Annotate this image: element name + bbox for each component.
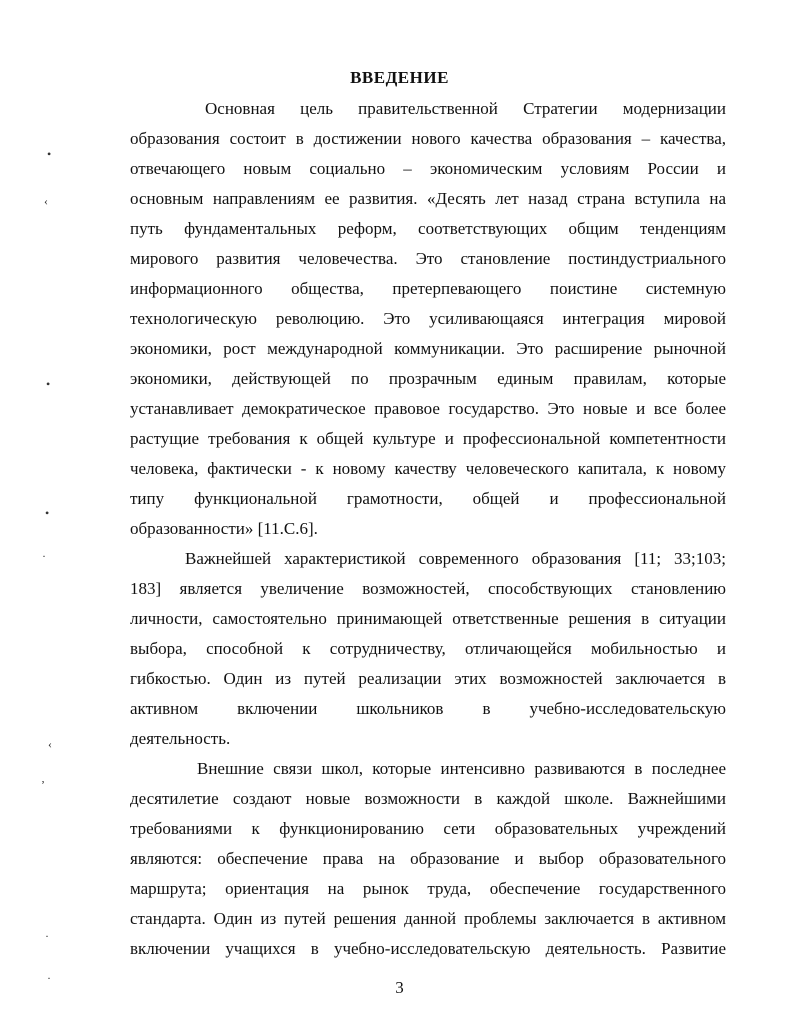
- text-line: растущие требования к общей культуре и профессиональной компетентности: [130, 429, 726, 448]
- page-number: 3: [395, 978, 404, 997]
- text-line: человека, фактически - к новому качеству человеческого капитала, к новому: [130, 459, 726, 478]
- text-line: являются: обеспечение права на образование и выбор образовательного: [130, 849, 726, 868]
- text-line: требованиями к функционированию сети образовательных учреждений: [130, 819, 726, 838]
- text-line: экономики, рост международной коммуникации. Это расширение рыночной: [130, 339, 726, 358]
- text-line: Основная цель правительственной Стратегии модернизации: [205, 99, 726, 118]
- text-line: отвечающего новым социально – экономическим условиям России и: [130, 159, 726, 178]
- scan-speck: •: [45, 506, 50, 520]
- text-line: информационного общества, претерпевающего поистине системную: [130, 279, 726, 298]
- text-line: 183] является увеличение возможностей, способствующих становлению: [130, 579, 726, 598]
- text-line: включении учащихся в учебно-исследовательскую деятельность. Развитие: [130, 939, 726, 958]
- scan-speck: ‹: [44, 194, 48, 208]
- scan-speck: ·: [42, 549, 46, 563]
- scan-speck: ·: [45, 929, 49, 943]
- text-line: типу функциональной грамотности, общей и профессиональной: [130, 489, 726, 508]
- text-line: мирового развития человечества. Это становление постиндустриального: [130, 249, 726, 268]
- scan-speck: •: [46, 377, 51, 391]
- text-line: образования состоит в достижении нового качества образования – качества,: [130, 129, 726, 148]
- text-line: путь фундаментальных реформ, соответствующих общим тенденциям: [130, 219, 726, 238]
- text-line: Внешние связи школ, которые интенсивно развиваются в последнее: [197, 759, 726, 778]
- text-line: экономики, действующей по прозрачным единым правилам, которые: [130, 369, 726, 388]
- text-line: маршрута; ориентация на рынок труда, обеспечение государственного: [130, 879, 726, 898]
- text-line: активном включении школьников в учебно-исследовательскую: [130, 699, 726, 718]
- page-title: ВВЕДЕНИЕ: [350, 68, 449, 87]
- text-line: выбора, способной к сотрудничеству, отличающейся мобильностью и: [130, 639, 726, 658]
- text-line: личности, самостоятельно принимающей ответственные решения в ситуации: [130, 609, 726, 628]
- text-line: образованности» [11.С.6].: [130, 519, 318, 538]
- text-line: стандарта. Один из путей решения данной проблемы заключается в активном: [130, 909, 726, 928]
- scan-speck: ‹: [48, 737, 52, 751]
- scan-speck: •: [47, 147, 52, 161]
- text-line: технологическую революцию. Это усиливающаяся интеграция мировой: [130, 309, 726, 328]
- scan-speck: ·: [47, 971, 51, 985]
- text-line: Важнейшей характеристикой современного образования [11; 33;103;: [185, 549, 726, 568]
- text-line: основным направлениям ее развития. «Десять лет назад страна вступила на: [130, 189, 726, 208]
- text-line: десятилетие создают новые возможности в каждой школе. Важнейшими: [130, 789, 726, 808]
- scan-speck: ‚: [41, 771, 45, 785]
- text-line: деятельность.: [130, 729, 231, 748]
- text-line: устанавливает демократическое правовое государство. Это новые и все более: [130, 399, 726, 418]
- text-line: гибкостью. Один из путей реализации этих возможностей заключается в: [130, 669, 726, 688]
